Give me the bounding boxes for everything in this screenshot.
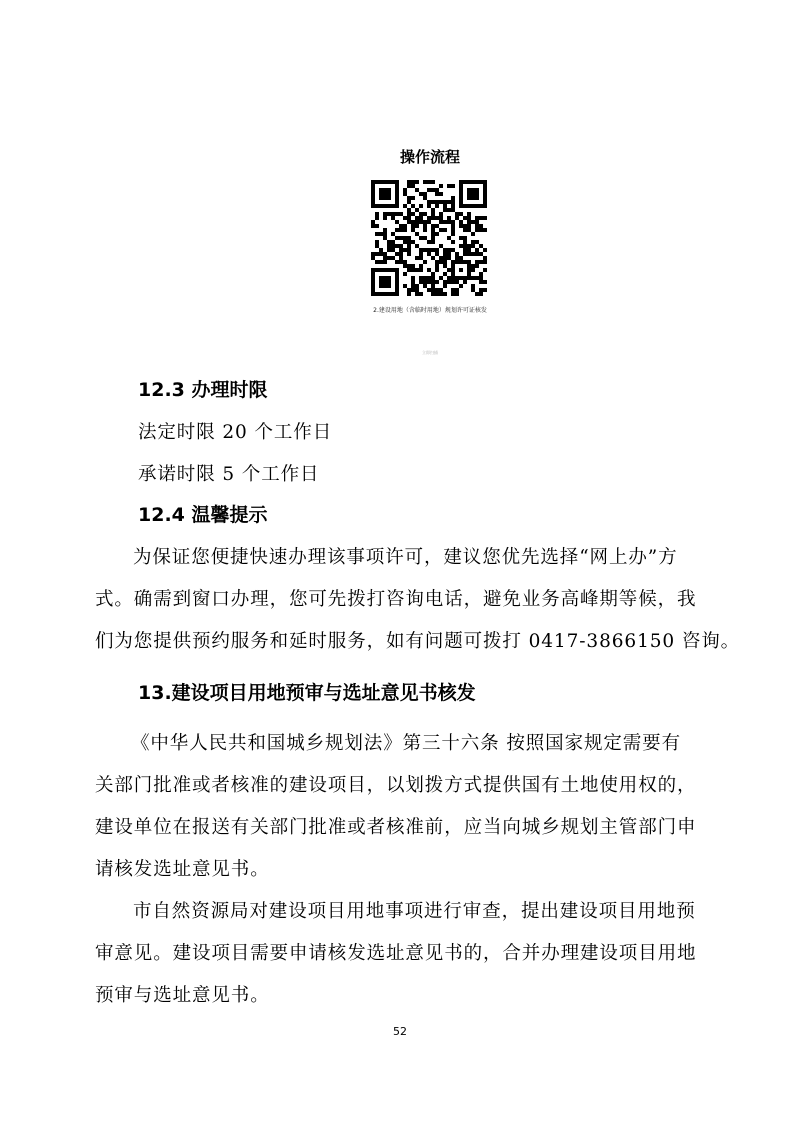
law-line-1: 《中华人民共和国城乡规划法》第三十六条 按照国家规定需要有: [131, 733, 681, 754]
qr-watermark: 立即扫描: [422, 350, 438, 355]
qr-block-title: 操作流程: [399, 148, 460, 166]
review-line-1: 市自然资源局对建设项目用地事项进行审查，提出建设项目用地预: [133, 901, 696, 922]
qr-code-icon: [371, 180, 487, 296]
heading-13: 13.建设项目用地预审与选址意见书核发: [138, 682, 476, 704]
qr-caption: 2.建设用地（含临时用地）规划许可证核发: [373, 307, 487, 314]
tip-line-2: 式。确需到窗口办理，您可先拨打咨询电话，避免业务高峰期等候，我: [95, 589, 697, 610]
legal-time-limit: 法定时限 20 个工作日: [138, 422, 333, 443]
page-number: 52: [393, 1025, 407, 1038]
heading-12-4: 12.4 温馨提示: [138, 504, 268, 526]
heading-12-3: 12.3 办理时限: [138, 379, 268, 401]
tip-line-3: 们为您提供预约服务和延时服务，如有问题可拨打 0417-3866150 咨询。: [95, 631, 741, 652]
review-line-2: 审意见。建设项目需要申请核发选址意见书的，合并办理建设项目用地: [95, 943, 697, 964]
law-line-3: 建设单位在报送有关部门批准或者核准前，应当向城乡规划主管部门申: [95, 817, 697, 838]
tip-line-1: 为保证您便捷快速办理该事项许可，建议您优先选择“网上办”方: [133, 547, 678, 568]
qr-code-image[interactable]: [371, 180, 487, 296]
review-line-3: 预审与选址意见书。: [95, 985, 270, 1006]
law-line-4: 请核发选址意见书。: [95, 859, 270, 880]
promised-time-limit: 承诺时限 5 个工作日: [138, 464, 320, 485]
law-line-2: 关部门批准或者核准的建设项目，以划拨方式提供国有土地使用权的，: [95, 775, 697, 796]
